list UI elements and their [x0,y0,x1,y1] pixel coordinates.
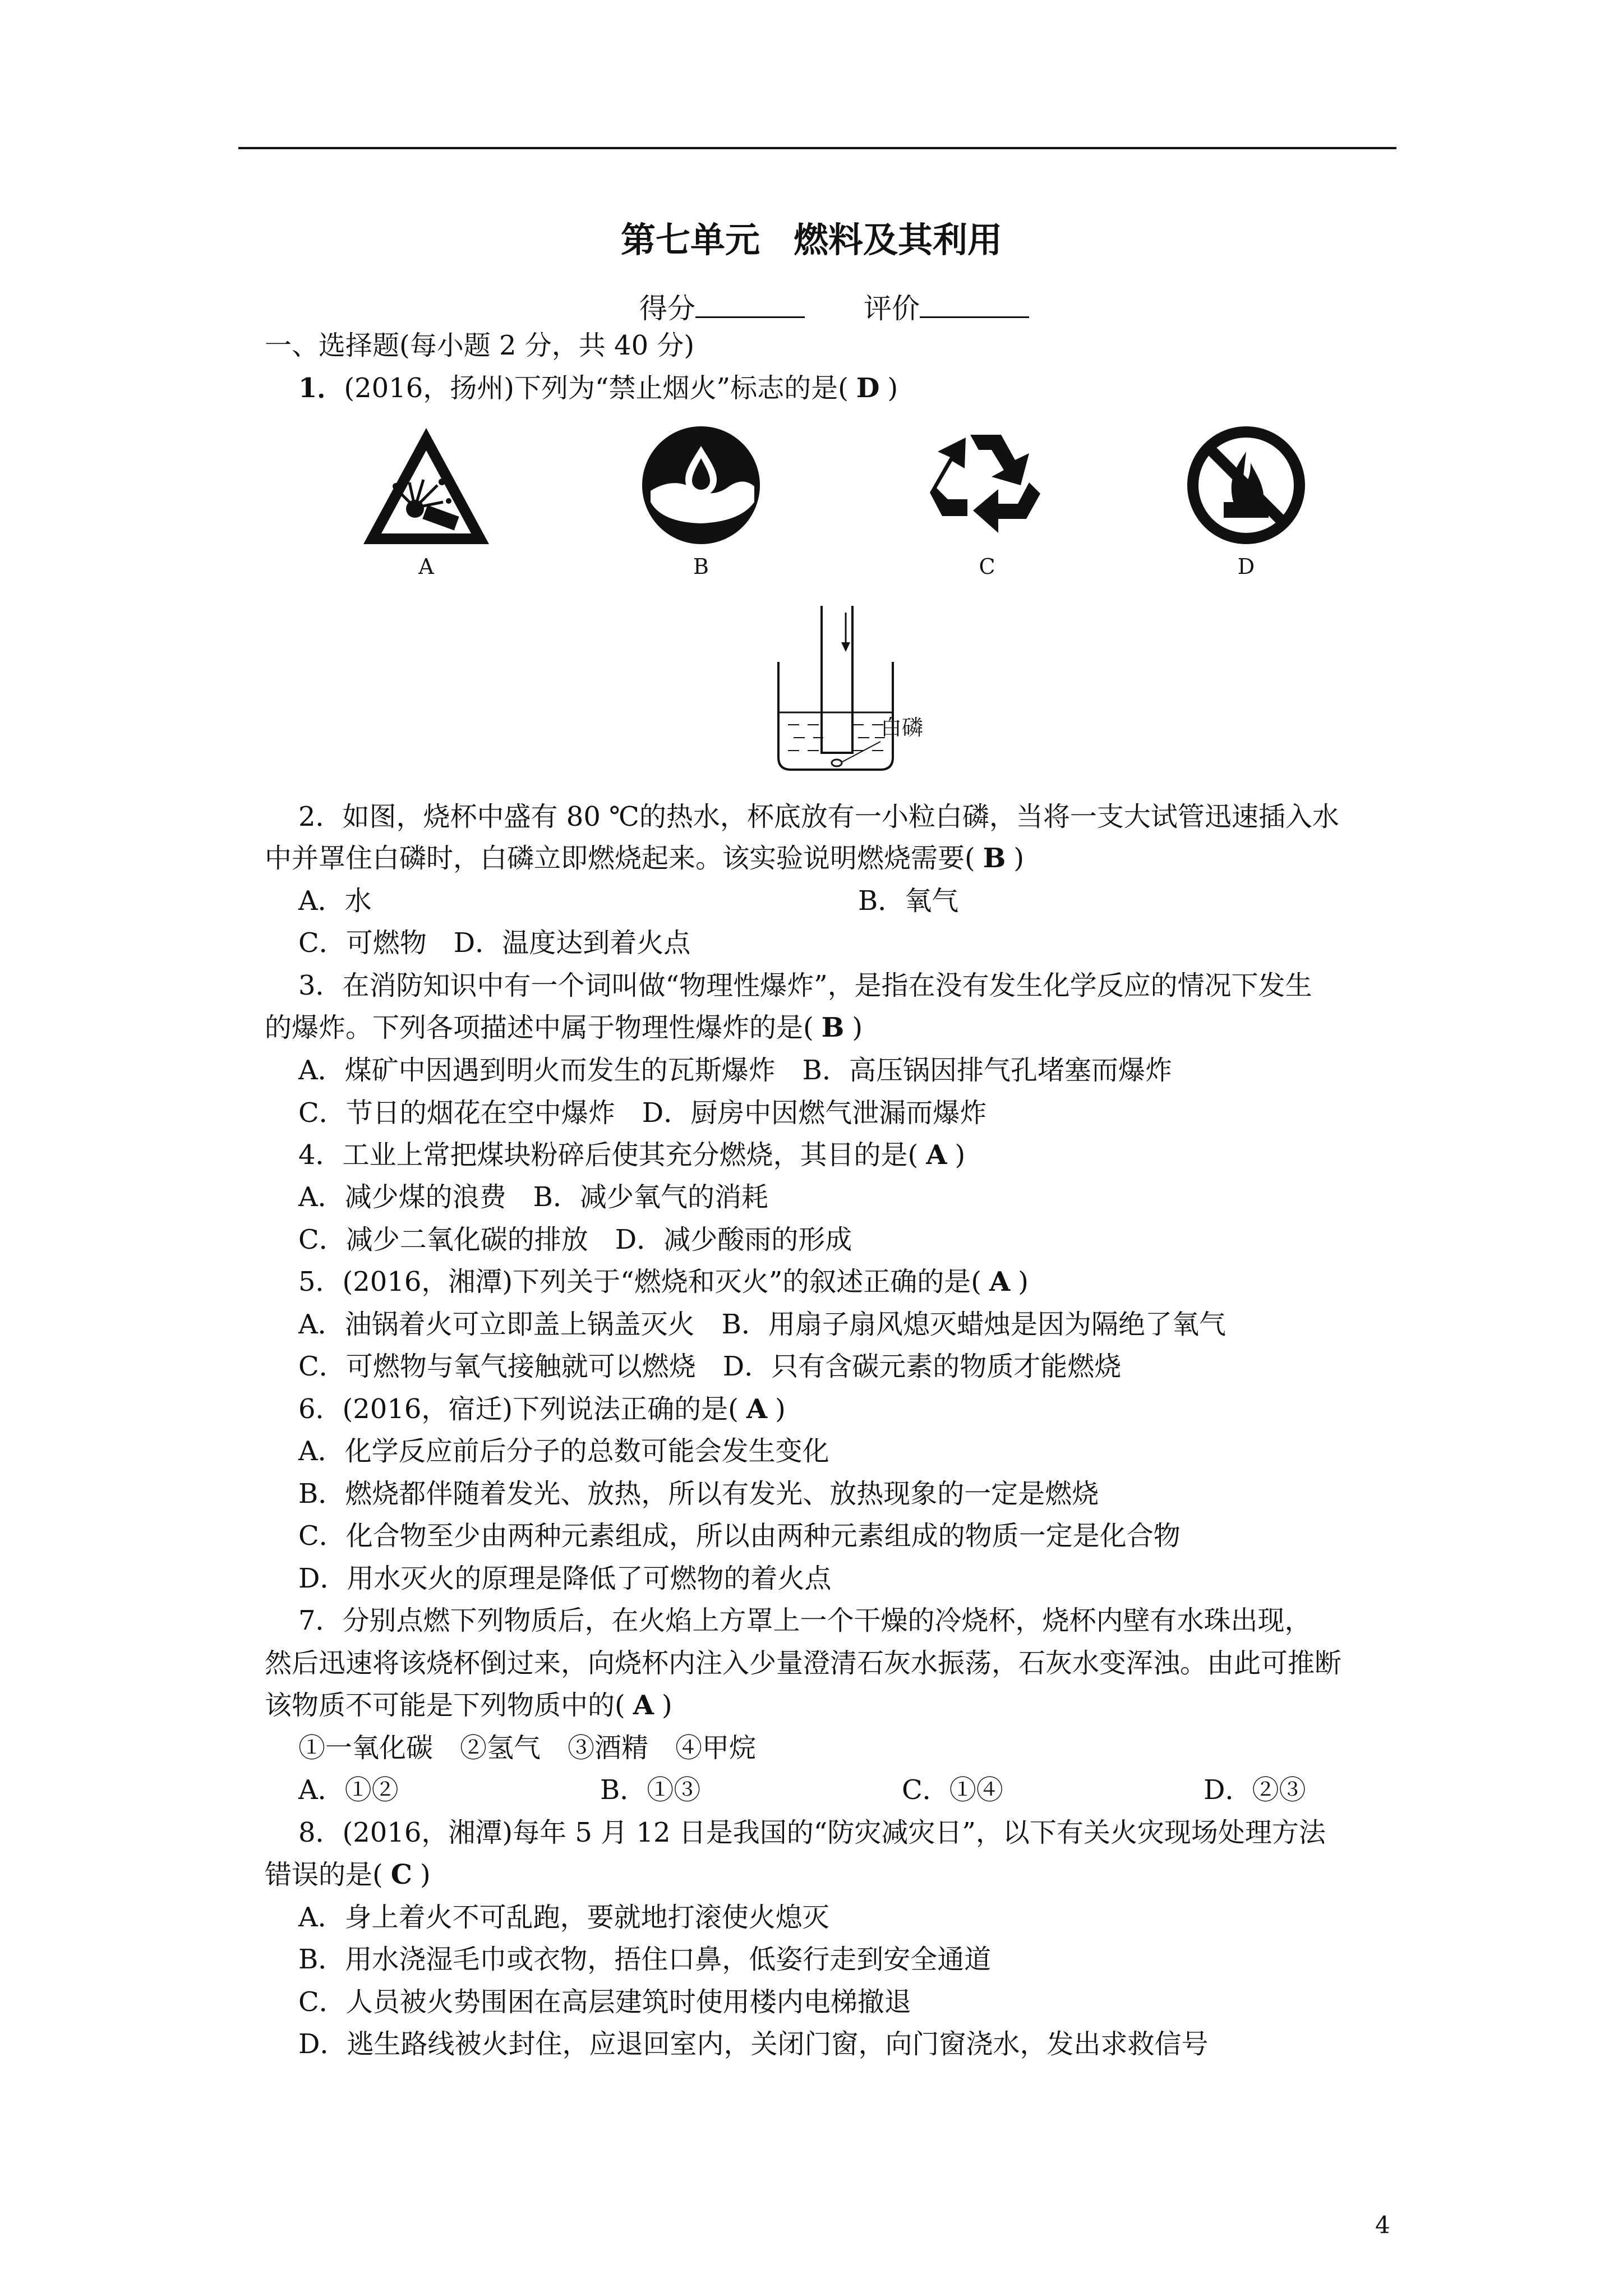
q6-answer: A [746,1393,768,1425]
q6-option-a: A．化学反应前后分子的总数可能会发生变化 [298,1435,829,1467]
page-number: 4 [1375,2211,1390,2239]
q8-line2 [265,1861,431,1888]
recycle-icon [925,426,1046,544]
q4-answer: A [926,1139,947,1171]
explosive-warning-icon [359,424,494,550]
q1-close: ) [887,372,898,404]
q2-line1: 2．如图，烧杯中盛有 80 ℃的热水，杯底放有一小粒白磷，当将一支大试管迅速插入水 [298,801,1339,832]
q6-line1 [298,1393,786,1425]
q3-option-cd: C．节日的烟花在空中爆炸 D．厨房中因燃气泄漏而爆炸 [298,1097,987,1129]
q3-line1: 3．在消防知识中有一个词叫做“物理性爆炸”，是指在没有发生化学反应的情况下发生 [298,970,1312,1001]
q3-line2-text: 的爆炸。下列各项描述中属于物理性爆炸的是( [265,1012,814,1043]
eval-label: 评价 [864,292,920,325]
q2-close: ) [1013,843,1025,874]
question-1 [298,372,898,404]
no-fire-icon [1184,424,1308,547]
q8-close: ) [419,1859,431,1890]
q7-line2: 然后迅速将该烧杯倒过来，向烧杯内注入少量澄清石灰水振荡，石灰水变浑浊。由此可推断 [265,1648,1342,1679]
q4-option-cd: C．减少二氧化碳的排放 D．减少酸雨的形成 [298,1224,852,1255]
q1-answer: D [856,372,880,404]
q3-close: ) [852,1012,863,1043]
q2-line2 [265,845,1024,872]
q5-answer: A [989,1266,1011,1297]
option-a-label: A [418,554,434,579]
q3-line2 [265,1014,863,1041]
water-drop-circle-icon [639,424,763,547]
q5-text: 5．(2016，湘潭)下列关于“燃烧和灭火”的叙述正确的是( [298,1266,981,1297]
q6-option-b: B．燃烧都伴随着发光、放热，所以有发光、放热现象的一定是燃烧 [298,1478,1099,1510]
score-label: 得分 [639,292,695,325]
q7-close: ) [661,1690,672,1721]
q7-answer: A [633,1690,654,1721]
eval-blank[interactable] [920,292,1029,318]
q2-option-a: A．水 [298,885,372,917]
q8-option-c: C．人员被火势围困在高层建筑时使用楼内电梯撤退 [298,1986,911,2018]
q5-option-ab: A．油锅着火可立即盖上锅盖灭火 B．用扇子扇风熄灭蜡烛是因为隔绝了氧气 [298,1309,1226,1340]
q8-option-a: A．身上着火不可乱跑，要就地打滚使火熄灭 [298,1902,829,1933]
option-b-label: B [693,554,709,579]
q8-line1: 8．(2016，湘潭)每年 5 月 12 日是我国的“防灾减灾日”，以下有关火灾现场处理方法 [298,1817,1326,1848]
q3-answer: B [821,1012,845,1043]
q5-line1 [298,1268,1029,1295]
q7-items: ①一氧化碳 ②氢气 ③酒精 ④甲烷 [298,1732,757,1764]
q7-line3-text: 该物质不可能是下列物质中的( [265,1690,625,1721]
q2-answer: B [983,843,1006,874]
q8-option-d: D．逃生路线被火封住，应退回室内，关闭门窗，向门窗浇水，发出求救信号 [298,2028,1209,2060]
option-d-label: D [1237,554,1255,579]
q8-option-b: B．用水浇湿毛巾或衣物，捂住口鼻，低姿行走到安全通道 [298,1944,992,1975]
unit-title: 第七单元 [620,219,760,260]
beaker-figure [763,600,948,780]
q6-option-d: D．用水灭火的原理是降低了可燃物的着火点 [298,1563,832,1594]
q7-option-a: A．①② [298,1774,399,1806]
q1-number: 1． [298,372,344,404]
q7-line1: 7．分别点燃下列物质后，在火焰上方罩上一个干燥的冷烧杯，烧杯内壁有水珠出现， [298,1605,1312,1636]
q6-option-c: C．化合物至少由两种元素组成，所以由两种元素组成的物质一定是化合物 [298,1520,1181,1552]
q7-option-b: B．①③ [600,1774,701,1806]
q2-option-cd: C．可燃物 D．温度达到着火点 [298,927,691,959]
white-phosphorus-label: 白磷 [880,715,924,740]
q6-text: 6．(2016，宿迁)下列说法正确的是( [298,1393,739,1425]
q2-option-b: B．氧气 [858,885,959,917]
q3-option-ab: A．煤矿中因遇到明火而发生的瓦斯爆炸 B．高压锅因排气孔堵塞而爆炸 [298,1055,1172,1086]
q8-answer: C [390,1859,412,1890]
score-line [639,286,1029,326]
q4-option-ab: A．减少煤的浪费 B．减少氧气的消耗 [298,1181,768,1213]
q5-option-cd: C．可燃物与氧气接触就可以燃烧 D．只有含碳元素的物质才能燃烧 [298,1351,1122,1382]
score-blank[interactable] [695,292,805,318]
section-heading: 一、选择题(每小题 2 分，共 40 分) [265,330,695,361]
q7-option-d: D．②③ [1204,1774,1306,1806]
option-c-label: C [979,554,995,579]
page-title [0,212,1623,262]
q5-close: ) [1018,1266,1029,1297]
q7-line3 [265,1692,672,1719]
q6-close: ) [775,1393,786,1425]
q7-option-c: C．①④ [902,1774,1003,1806]
q8-line2-text: 错误的是( [265,1859,383,1890]
q4-line1 [298,1139,966,1171]
topic-title: 燃料及其利用 [794,219,1003,260]
header-rule [238,147,1396,149]
q4-close: ) [955,1139,966,1171]
q2-line2-text: 中并罩住白磷时，白磷立即燃烧起来。该实验说明燃烧需要( [265,843,975,874]
q4-text: 4．工业上常把煤块粉碎后使其充分燃烧，其目的是( [298,1139,919,1171]
q1-text: (2016，扬州)下列为“禁止烟火”标志的是( [344,372,849,404]
